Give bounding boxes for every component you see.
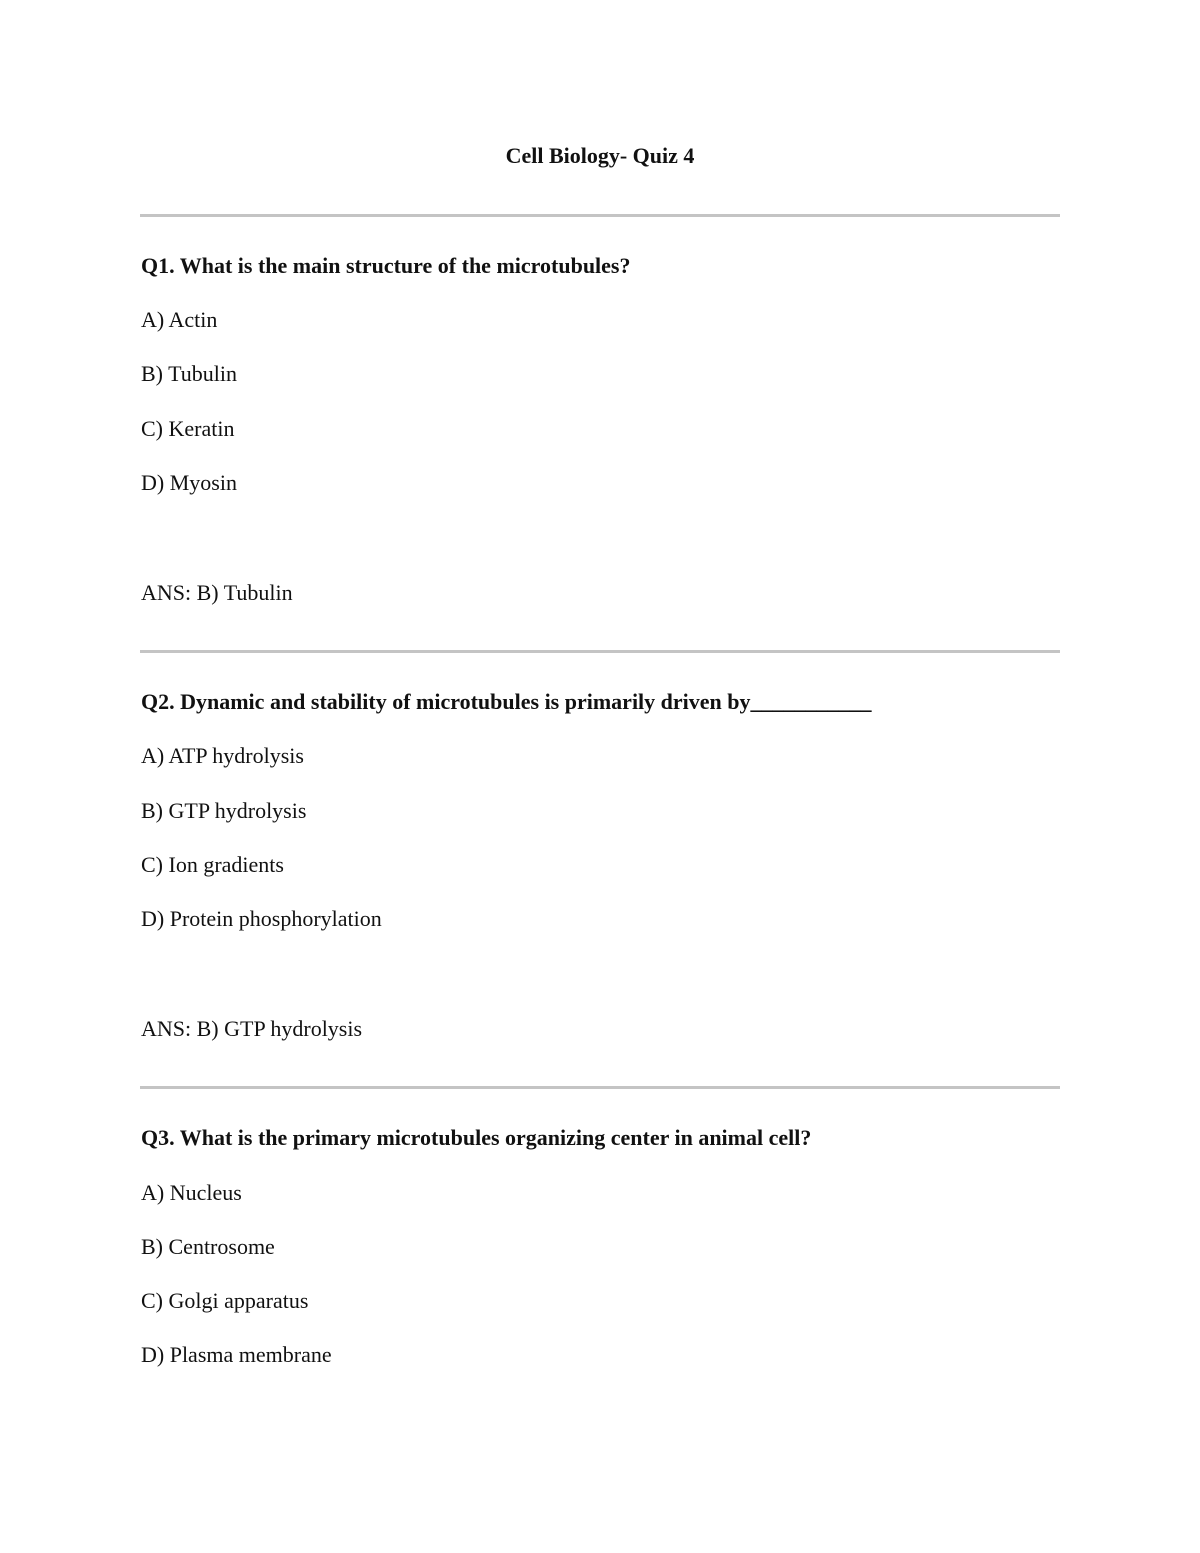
divider (140, 1086, 1060, 1089)
divider (140, 650, 1060, 653)
question-1-option-a: A) Actin (141, 307, 218, 332)
question-1-option-d: D) Myosin (141, 470, 237, 495)
page-title: Cell Biology- Quiz 4 (505, 143, 695, 168)
question-1-answer: ANS: B) Tubulin (141, 580, 293, 605)
question-1-option-b: B) Tubulin (141, 361, 237, 386)
question-2-option-c: C) Ion gradients (141, 852, 284, 877)
question-2-answer: ANS: B) GTP hydrolysis (141, 1016, 363, 1041)
question-2-option-d: D) Protein phosphorylation (141, 906, 382, 931)
question-1-text: Q1. What is the main structure of the microtubules? (141, 253, 631, 278)
question-2-option-b: B) GTP hydrolysis (141, 798, 307, 823)
divider (140, 214, 1060, 217)
question-2-option-a: A) ATP hydrolysis (141, 743, 304, 768)
question-3-option-a: A) Nucleus (141, 1180, 242, 1205)
question-3-option-b: B) Centrosome (141, 1234, 275, 1259)
question-3-text: Q3. What is the primary microtubules organizing center in animal cell? (141, 1125, 812, 1150)
question-1-option-c: C) Keratin (141, 416, 235, 441)
question-3-option-c: C) Golgi apparatus (141, 1288, 309, 1313)
question-3-option-d: D) Plasma membrane (141, 1342, 332, 1367)
question-2-text: Q2. Dynamic and stability of microtubules is primarily driven by___________ (141, 689, 872, 714)
